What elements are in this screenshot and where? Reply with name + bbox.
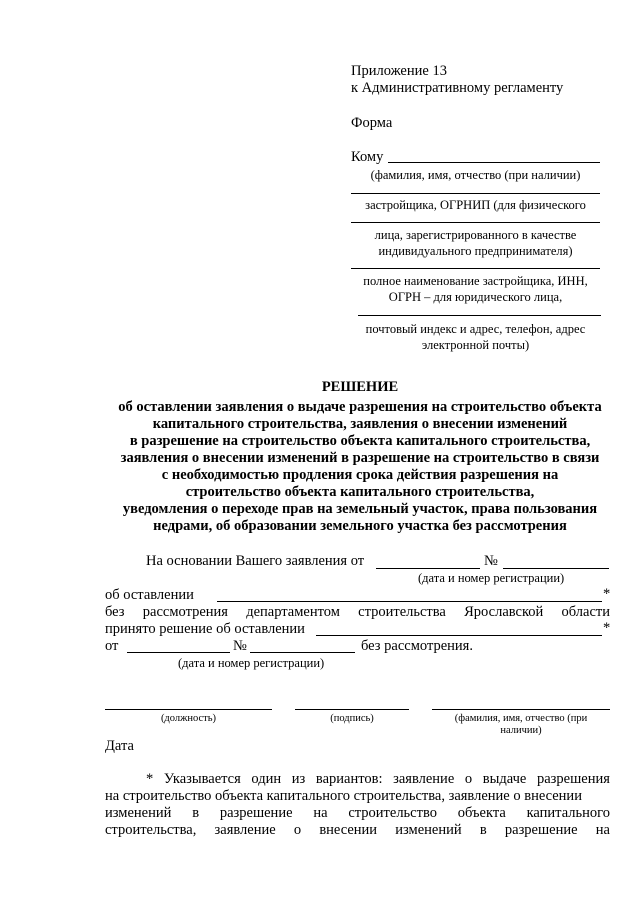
word: вариантов: (315, 771, 383, 787)
addressee-hint-2: застройщика, ОГРНИП (для физического (365, 198, 586, 212)
from-text: от (105, 638, 119, 654)
title-line-6: строительство объекта капитального строительства, (185, 484, 535, 500)
word: из (291, 771, 306, 787)
addressee-line-3 (351, 222, 600, 223)
without-review-line (105, 604, 610, 621)
signature-hint: (подпись) (330, 713, 374, 724)
word: строительства (358, 604, 446, 620)
title-line-2: капитального строительства, заявления о внесении изменений (152, 416, 568, 432)
basis-text: На основании Вашего заявления от (146, 553, 365, 569)
application-date-field[interactable] (376, 568, 480, 569)
word: строительства, (105, 822, 197, 838)
number-sign-2: № (233, 638, 247, 654)
word: о (293, 822, 302, 838)
appendix-label: Приложение 13 (351, 63, 447, 79)
word: на (595, 822, 610, 838)
word: Ярославской (464, 604, 544, 620)
addressee-hint-1: (фамилия, имя, отчество (при наличии) (370, 168, 581, 182)
word: рассмотрения (142, 604, 228, 620)
title-line-3: в разрешение на строительство объекта капитального строительства, (129, 433, 591, 449)
signature-field[interactable] (295, 709, 409, 710)
addressee-hint-5a: почтовый индекс и адрес, телефон, адрес (365, 322, 586, 336)
word: о (464, 771, 473, 787)
word: разрешения (537, 771, 610, 787)
asterisk-2: * (603, 620, 611, 636)
date-number-hint: (дата и номер регистрации) (418, 571, 565, 585)
addressee-hint-3a: лица, зарегистрированного в качестве (374, 228, 577, 242)
decision-text: принято решение об оставлении (105, 621, 305, 637)
addressee-line-4 (351, 268, 600, 269)
addressee-hint-4a: полное наименование застройщика, ИНН, (363, 274, 588, 288)
addressee-line-1 (388, 162, 600, 163)
word: изменений (105, 805, 172, 821)
word: без (105, 604, 125, 620)
addressee-hint-5b: электронной почты) (421, 338, 530, 352)
number-sign: № (484, 553, 498, 569)
application-number-field[interactable] (503, 568, 609, 569)
word: заявление (393, 771, 455, 787)
word: Указывается (163, 771, 241, 787)
asterisk-1: * (603, 586, 611, 602)
leaving-text: об оставлении (105, 587, 194, 603)
word: области (561, 604, 610, 620)
footnote-line-3 (105, 805, 610, 822)
word: в (192, 805, 200, 821)
position-field[interactable] (105, 709, 272, 710)
addressee-hint-4b: ОГРН – для юридического лица, (388, 290, 563, 304)
word: заявление (214, 822, 276, 838)
word: внесении (319, 822, 378, 838)
date-label: Дата (105, 738, 134, 754)
footnote-line-2: на строительство объекта капитального строительства, заявление о внесении (105, 788, 582, 804)
decision-date-field[interactable] (127, 652, 230, 653)
leaving-subject-field[interactable] (217, 601, 602, 602)
regulation-label: к Административному регламенту (351, 80, 564, 96)
word: на (313, 805, 328, 821)
decision-subject-field[interactable] (316, 635, 602, 636)
word: изменений (395, 822, 462, 838)
addressee-hint-3b: индивидуального предпринимателя) (378, 244, 573, 258)
footnote-line-4 (105, 822, 610, 839)
word: разрешение (219, 805, 293, 821)
form-label: Форма (351, 115, 393, 131)
title-line-7: уведомления о переходе прав на земельный участок, права пользования (122, 501, 598, 517)
document-title: РЕШЕНИЕ (321, 379, 399, 395)
word: строительство (348, 805, 437, 821)
word: выдаче (482, 771, 527, 787)
name-hint-b: наличии) (500, 725, 542, 736)
title-line-1: об оставлении заявления о выдаче разрешения на строительство объекта (118, 399, 602, 415)
date-number-hint-2: (дата и номер регистрации) (178, 656, 325, 670)
without-review-text: без рассмотрения. (361, 638, 473, 654)
word: разрешение (504, 822, 578, 838)
title-line-5: с необходимостью продления срока действия разрешения на (161, 467, 559, 483)
addressee-line-2 (351, 193, 600, 194)
word: в (479, 822, 487, 838)
name-field[interactable] (432, 709, 610, 710)
title-line-8: недрами, об образовании земельного участка без рассмотрения (153, 518, 567, 534)
addressee-line-5 (358, 315, 601, 316)
word: один (251, 771, 282, 787)
decision-number-field[interactable] (250, 652, 355, 653)
position-hint: (должность) (160, 713, 217, 724)
title-line-4: заявления о внесении изменений в разрешение на строительство в связи (120, 450, 600, 466)
name-hint-a: (фамилия, имя, отчество (при (454, 713, 588, 724)
word: капитального (526, 805, 610, 821)
word: департаментом (246, 604, 340, 620)
word: * (146, 771, 154, 787)
word: объекта (457, 805, 506, 821)
footnote-line-1 (146, 771, 610, 788)
to-label: Кому (351, 149, 384, 165)
